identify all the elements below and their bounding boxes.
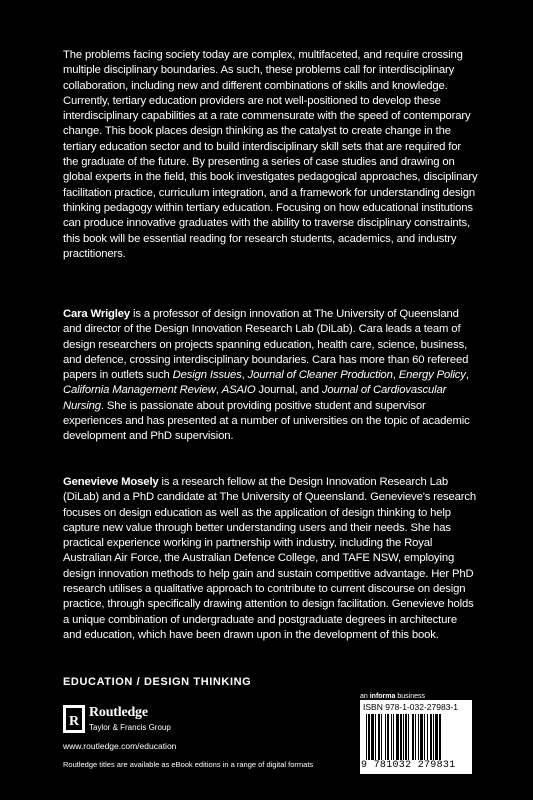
publisher-logo [63,703,243,735]
barcode-bar [368,714,370,760]
barcode-bar [396,714,399,760]
isbn-label: ISBN 978-1-032-27983-1 [363,702,458,712]
author-bio-cara-wrigley [63,307,478,445]
barcode-bar [366,714,367,760]
informa-business-note [360,693,425,700]
bio-text: Journal, and [255,384,322,397]
barcode-icon [366,714,466,760]
bio-text: , [241,369,248,382]
barcode-bar [391,714,392,760]
bio-text: , [465,369,469,382]
journal-title: Energy Policy [398,369,466,382]
journal-title: ASAIO [221,384,256,397]
barcode-bar [427,714,428,760]
barcode-bar [415,714,416,760]
ebook-note: Routledge titles are available as eBook editions in a range of digital formats [63,760,314,769]
publisher-group: Taylor & Francis Group [89,723,171,732]
journal-title: Design Issues [172,369,242,382]
isbn-barcode-panel [360,700,472,774]
subject-category: EDUCATION / DESIGN THINKING [63,676,252,688]
author-name: Genevieve Mosely [63,476,159,488]
barcode-bar [403,714,404,760]
routledge-tower-icon [63,705,85,733]
barcode-bar [424,714,425,760]
author-bio-genevieve-mosely [63,475,478,643]
bio-text: . She is passionate about providing positive student and supervisor experiences and has presented at a number of universities on the topic of academic development and PhD supervision. [63,399,470,443]
barcode-bar [378,714,380,760]
back-cover-blurb: The problems facing society today are complex, multifaceted, and require crossing multiple disciplinary boundaries. As such, these problems call for interdisciplinary collaboration, including new and different combinations of skills and knowledge. Currently, tertiary education providers are not well-positioned to develop these interdisciplinary capabilities at a rate commensurate with the speed of contemporary change. This book places design thinking as the catalyst to create change in the tertiary education sector and to build interdisciplinary skill sets that are required for the graduate of the future. By presenting a series of case studies and drawing on global experts in the field, this book investigates pedagogical approaches, disciplinary facilitation practice, curriculum integration, and a framework for understanding design thinking pedagogy within tertiary education. Focusing on how educational institutions can produce innovative graduates with the ability to traverse disciplinary constraints, this book will be essential reading for research students, academics, and industry practitioners. [63,49,478,260]
journal-title: Journal of Cleaner Production [247,369,393,382]
informa-suffix: business [395,693,425,700]
barcode-bar [381,714,382,760]
bio-text: , [392,369,399,382]
barcode-bar [439,714,441,760]
svg-text:R: R [68,714,80,729]
barcode-bar [400,714,402,760]
barcode-bar [412,714,414,760]
barcode-bar [375,714,376,760]
bio-text: , [215,384,222,397]
barcode-bar [405,714,407,760]
journal-title: California Management Review [63,384,216,397]
bio-text: is a professor of design innovation at The University of Queensland and director of the Design Innovation Research Lab (DiLab). Cara leads a team of design researchers on projects spanning education, health care, science, business, and defence, crossing interdisciplinary boundaries. Cara has more than 60 refereed papers in outlets such [63,308,469,382]
publisher-name: Routledge [89,705,148,720]
barcode-bar [433,714,434,760]
journal-title: Journal of Cardiovascular Nursing [63,384,447,412]
barcode-bar [420,714,423,760]
barcode-bar [408,714,409,760]
barcode-bar [393,714,394,760]
bio-text: is a research fellow at the Design Innovation Research Lab (DiLab) and a PhD candidate at The University of Queensland. Genevieve's research focuses on design education as well as the application of design thinking to help capture new value through better understanding users and their needs. She has practical experience working in partnership with industry, including the Royal Australian Air Force, the Australian Defence College, and TAFE NSW, employing design innovation methods to help gain and sustain competitive advantage. Her PhD research utilises a qualitative approach to contribute to current discourse on design practice, through specifically drawing attention to design facilitation. Genevieve holds a unique combination of undergraduate and postgraduate degrees in architecture and education, which have been drawn upon in the development of this book. [63,476,477,641]
barcode-bar [385,714,386,760]
publisher-website: www.routledge.com/education [63,741,177,751]
informa-prefix: an [360,693,370,700]
barcode-digits: 9 781032 279831 [361,760,456,771]
barcode-bar [435,714,438,760]
barcode-bar [418,714,419,760]
barcode-bar [387,714,389,760]
barcode-bar [371,714,374,760]
barcode-bar [430,714,432,760]
informa-brand: informa [369,693,396,700]
author-name: Cara Wrigley [63,308,131,320]
